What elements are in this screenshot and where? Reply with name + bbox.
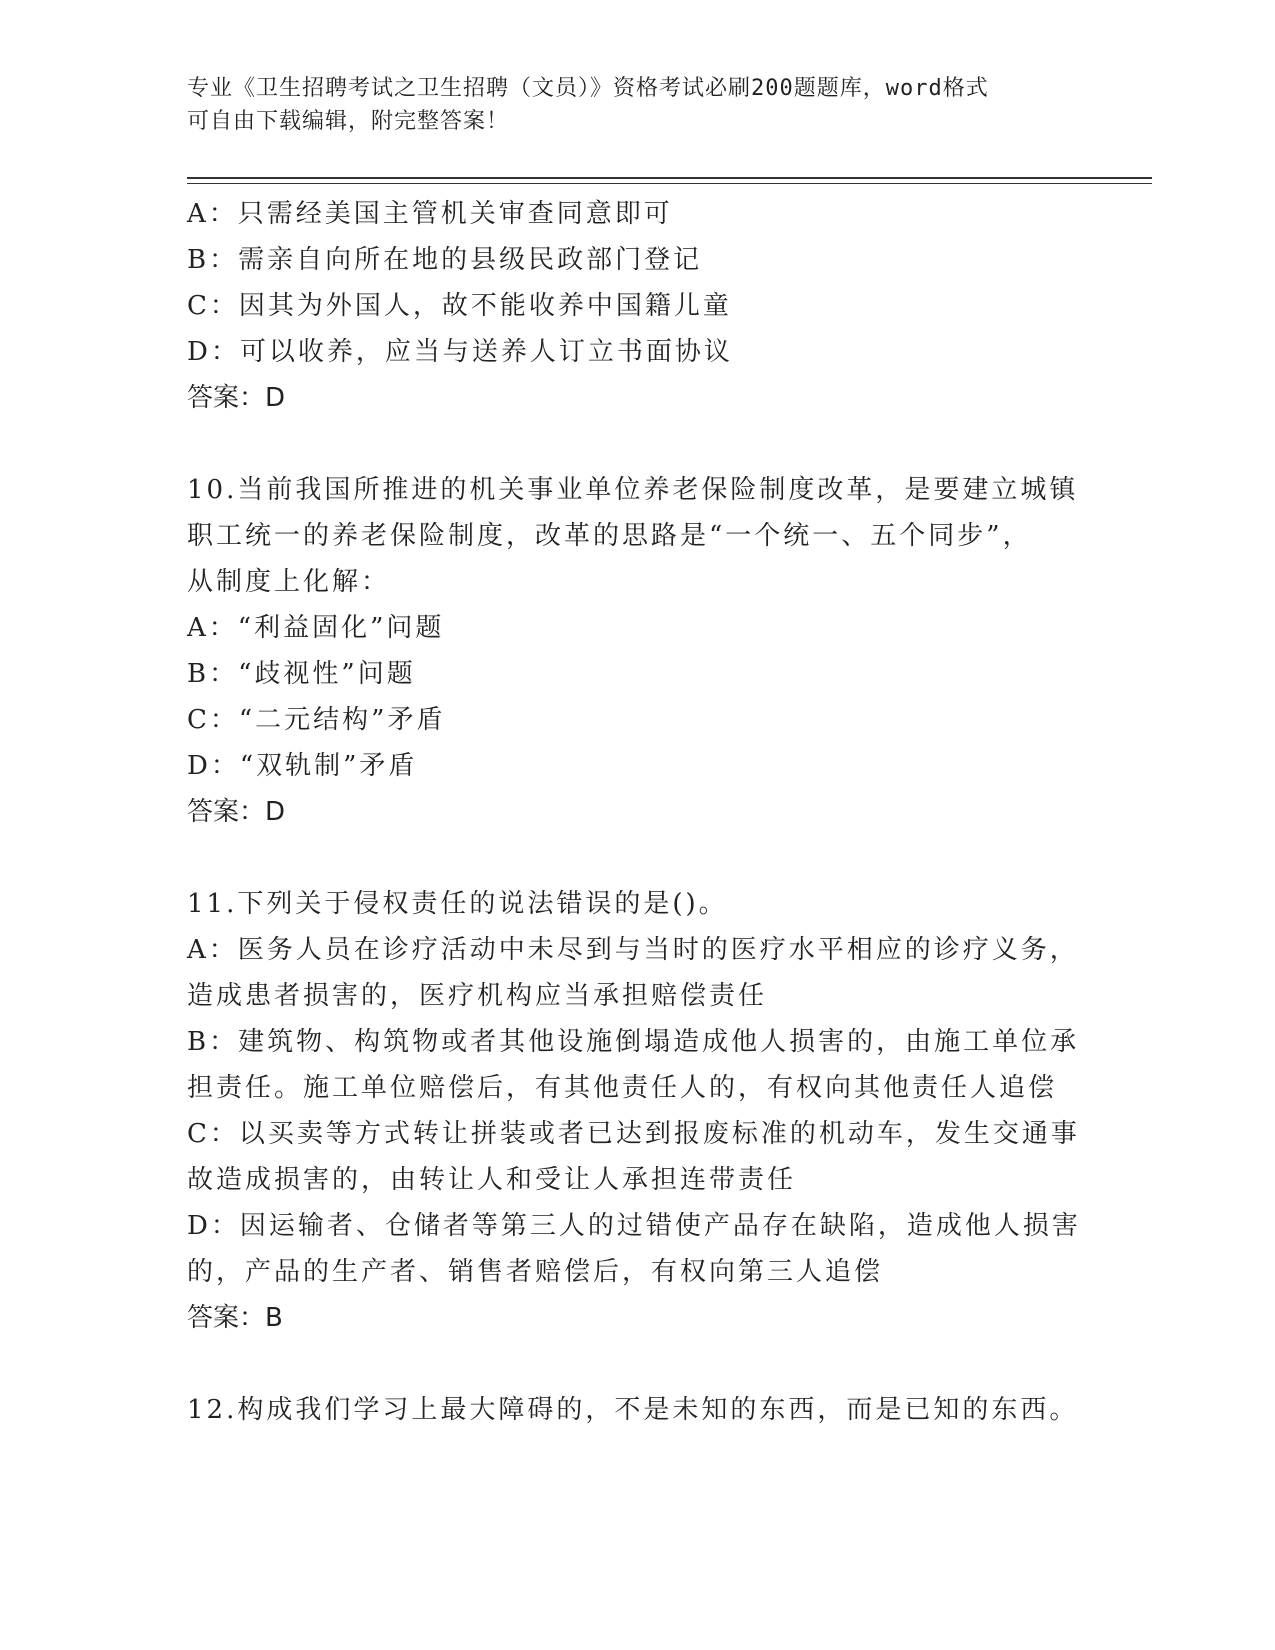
option-d-continued: 的，产品的生产者、销售者赔偿后，有权向第三人追偿: [187, 1257, 884, 1287]
answer: 答案：D: [187, 797, 286, 827]
option-a: A：只需经美国主管机关审查同意即可: [187, 199, 673, 229]
spacer: [187, 835, 1087, 881]
question-10: [187, 467, 1087, 835]
option-b: B：“歧视性”问题: [187, 659, 416, 689]
header-divider-thick: [187, 177, 1152, 179]
question-11: [187, 881, 1087, 1341]
option-d: D：“双轨制”矛盾: [187, 751, 418, 781]
question-stem-line: 11.下列关于侵权责任的说法错误的是()。: [187, 889, 728, 919]
question-9: [187, 191, 1087, 421]
answer: 答案：B: [187, 1303, 283, 1333]
option-d: D：可以收养，应当与送养人订立书面协议: [187, 337, 733, 367]
header-divider-thin: [187, 183, 1152, 184]
question-stem-line: 10.当前我国所推进的机关事业单位养老保险制度改革，是要建立城镇: [187, 475, 1079, 505]
page-header: [187, 72, 1087, 138]
question-stem-line: 从制度上化解：: [187, 567, 391, 597]
header-line-1: 专业《卫生招聘考试之卫生招聘（文员）》资格考试必刷200题题库，word格式: [187, 76, 989, 101]
question-stem-line: 职工统一的养老保险制度，改革的思路是“一个统一、五个同步”，: [187, 521, 1032, 551]
option-c-continued: 故造成损害的，由转让人和受让人承担连带责任: [187, 1165, 797, 1195]
option-c: C：“二元结构”矛盾: [187, 705, 446, 735]
spacer: [187, 1341, 1087, 1387]
option-c: C：因其为外国人，故不能收养中国籍儿童: [187, 291, 732, 321]
option-b: B：建筑物、构筑物或者其他设施倒塌造成他人损害的，由施工单位承: [187, 1027, 1080, 1057]
document-body: [187, 191, 1087, 1433]
option-d: D：因运输者、仓储者等第三人的过错使产品存在缺陷，造成他人损害: [187, 1211, 1081, 1241]
answer: 答案：D: [187, 383, 286, 413]
option-b: B：需亲自向所在地的县级民政部门登记: [187, 245, 703, 275]
option-a: A：“利益固化”问题: [187, 613, 445, 643]
option-b-continued: 担责任。施工单位赔偿后，有其他责任人的，有权向其他责任人追偿: [187, 1073, 1058, 1103]
option-a-continued: 造成患者损害的，医疗机构应当承担赔偿责任: [187, 981, 768, 1011]
question-stem-line: 12.构成我们学习上最大障碍的，不是未知的东西，而是已知的东西。: [187, 1395, 1079, 1425]
header-line-2: 可自由下载编辑，附完整答案！: [187, 109, 510, 134]
spacer: [187, 421, 1087, 467]
question-12: [187, 1387, 1087, 1433]
option-c: C：以买卖等方式转让拼装或者已达到报废标准的机动车，发生交通事: [187, 1119, 1080, 1149]
option-a: A：医务人员在诊疗活动中未尽到与当时的医疗水平相应的诊疗义务，: [187, 935, 1079, 965]
